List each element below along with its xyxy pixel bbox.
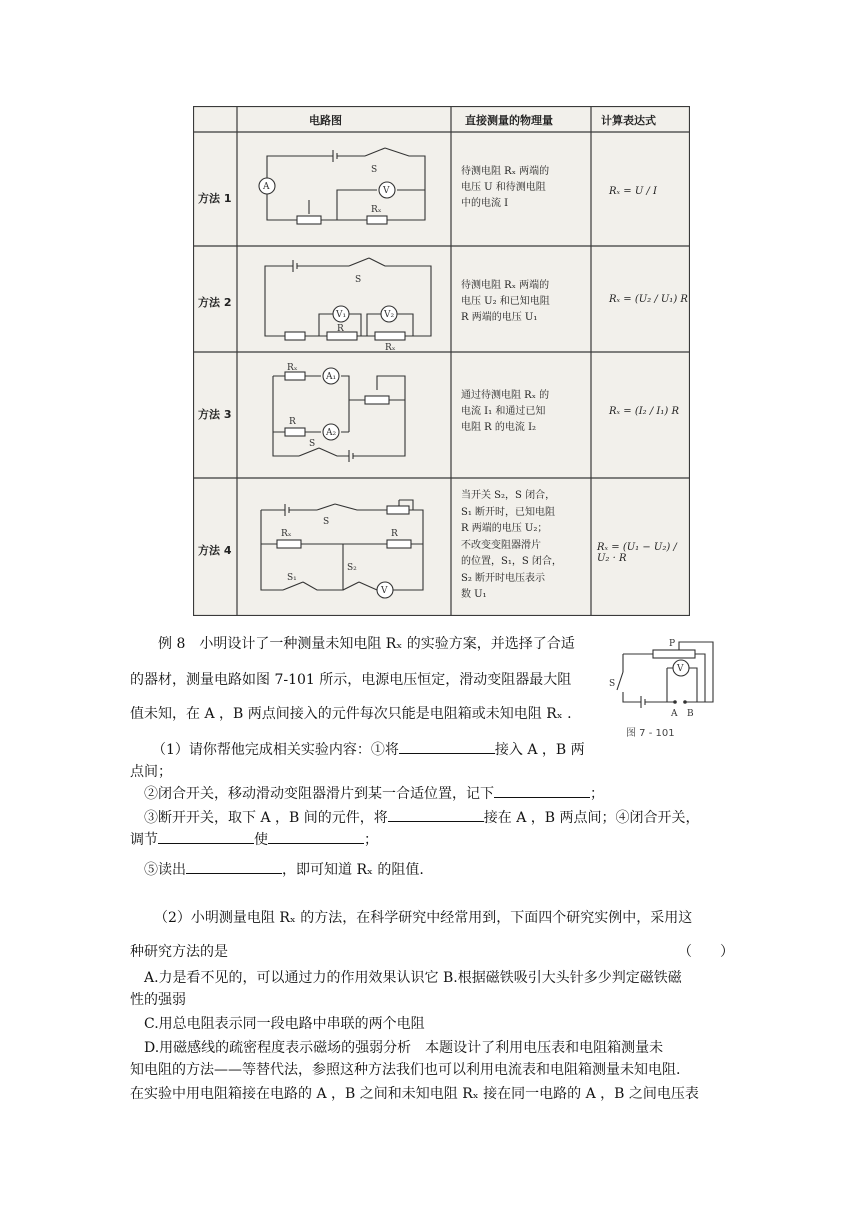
svg-text:V₂: V₂: [384, 310, 395, 320]
svg-text:R: R: [289, 417, 296, 427]
option-a-cont: 性的强弱: [130, 992, 186, 1008]
method-3-label: 方法 3: [198, 408, 232, 421]
svg-text:S₂: S₂: [347, 563, 357, 573]
method-4-formula: Rₓ = (U₁ − U₂) / U₂ · R: [597, 542, 677, 564]
circuit-diagram-2: [237, 252, 447, 352]
svg-text:S₁: S₁: [287, 573, 297, 583]
header-circuit: 电路图: [309, 114, 342, 127]
part-2-line-2: 种研究方法的是: [130, 944, 228, 960]
svg-text:A₂: A₂: [326, 428, 337, 438]
figure-caption: 图 7 - 101: [626, 728, 675, 739]
svg-text:S: S: [323, 517, 330, 527]
svg-text:V: V: [383, 186, 390, 196]
svg-text:P: P: [669, 639, 676, 649]
question-3-line: ③断开开关，取下 A ，B 间的元件，将 接在 A ，B 两点间；④闭合开关，: [144, 806, 700, 830]
svg-text:Rₓ: Rₓ: [385, 343, 396, 352]
method-4-label: 方法 4: [198, 544, 232, 557]
svg-text:Rₓ: Rₓ: [371, 205, 382, 215]
part-2-line-1: （2）小明测量电阻 Rₓ 的方法，在科学研究中经常用到，下面四个研究实例中，采用这: [154, 910, 693, 926]
example-line-3: 值未知，在 A ，B 两点间接入的元件每次只能是电阻箱或未知电阻 Rₓ .: [130, 706, 572, 722]
methods-table: [193, 106, 690, 616]
option-a: A.力是看不见的，可以通过力的作用效果认识它 B.根据磁铁吸引大头针多少判定磁铁磁: [144, 970, 682, 986]
method-2-formula: Rₓ = (U₂ / U₁) R: [609, 294, 688, 305]
svg-text:A₁: A₁: [326, 372, 337, 382]
answer-parentheses[interactable]: （ ）: [678, 944, 734, 960]
svg-text:S: S: [371, 165, 378, 175]
svg-text:V: V: [381, 586, 388, 596]
answer-blank-4[interactable]: [158, 829, 254, 844]
svg-text:Rₓ: Rₓ: [281, 529, 292, 539]
method-2-label: 方法 2: [198, 296, 232, 309]
header-formula: 计算表达式: [601, 114, 656, 127]
svg-text:R: R: [391, 529, 398, 539]
question-5-line: ⑤读出 ，即可知道 Rₓ 的阻值.: [144, 858, 424, 882]
method-3-formula: Rₓ = (I₂ / I₁) R: [609, 406, 679, 417]
svg-text:R: R: [337, 324, 344, 334]
question-4-line: 调节 使 ；: [130, 828, 378, 852]
svg-text:S: S: [609, 679, 616, 689]
circuit-diagram-4: [237, 496, 447, 606]
analysis-line-2: 在实验中用电阻箱接在电路的 A ，B 之间和未知电阻 Rₓ 接在同一电路的 A ，B 之间电压表: [130, 1086, 699, 1102]
answer-blank-2[interactable]: [494, 783, 590, 798]
method-4-desc: 当开关 S₂，S 闭合， S₁ 断开时，已知电阻 R 两端的电压 U₂； 不改变变阻器滑片 的位置，S₁，S 闭合， S₂ 断开时电压表示 数 U₁: [461, 490, 562, 600]
example-line-2: 的器材，测量电路如图 7-101 所示，电源电压恒定，滑动变阻器最大阻: [130, 672, 572, 688]
svg-text:S: S: [309, 439, 316, 449]
question-1-line: （1）请你帮他完成相关实验内容：①将 接入 A ，B 两: [152, 738, 585, 762]
method-2-desc: 待测电阻 Rₓ 两端的 电压 U₂ 和已知电阻 R 两端的电压 U₁: [461, 280, 550, 323]
circuit-diagram-3: [237, 362, 447, 462]
svg-text:A: A: [263, 182, 270, 192]
method-1-label: 方法 1: [198, 192, 232, 205]
answer-blank-6[interactable]: [186, 859, 282, 874]
option-c: C.用总电阻表示同一段电路中串联的两个电阻: [144, 1016, 425, 1032]
example-line-1: 例 8 小明设计了一种测量未知电阻 Rₓ 的实验方案，并选择了合适: [158, 636, 575, 652]
answer-blank-1[interactable]: [399, 739, 495, 754]
question-2-line: ②闭合开关，移动滑动变阻器滑片到某一合适位置，记下 ；: [144, 782, 604, 806]
svg-text:B: B: [687, 709, 694, 719]
svg-text:V₁: V₁: [336, 310, 347, 320]
method-1-formula: Rₓ = U / I: [609, 186, 657, 197]
analysis-line-1: 知电阻的方法——等替代法，参照这种方法我们也可以利用电流表和电阻箱测量未知电阻.: [130, 1062, 681, 1078]
svg-text:Rₓ: Rₓ: [287, 363, 298, 373]
circuit-diagram-1: [237, 140, 447, 240]
header-quantity: 直接测量的物理量: [465, 114, 553, 127]
option-d: D.用磁感线的疏密程度表示磁场的强弱分析 本题设计了利用电压表和电阻箱测量未: [144, 1040, 664, 1056]
answer-blank-3[interactable]: [388, 807, 484, 822]
svg-text:S: S: [355, 275, 362, 285]
answer-blank-5[interactable]: [268, 829, 364, 844]
method-3-desc: 通过待测电阻 Rₓ 的 电流 I₁ 和通过已知 电阻 R 的电流 I₂: [461, 390, 550, 433]
svg-text:V: V: [677, 664, 684, 674]
method-1-desc: 待测电阻 Rₓ 两端的 电压 U 和待测电阻 中的电流 I: [461, 166, 550, 209]
svg-text:A: A: [671, 709, 678, 719]
question-1-cont: 点间；: [130, 764, 172, 780]
